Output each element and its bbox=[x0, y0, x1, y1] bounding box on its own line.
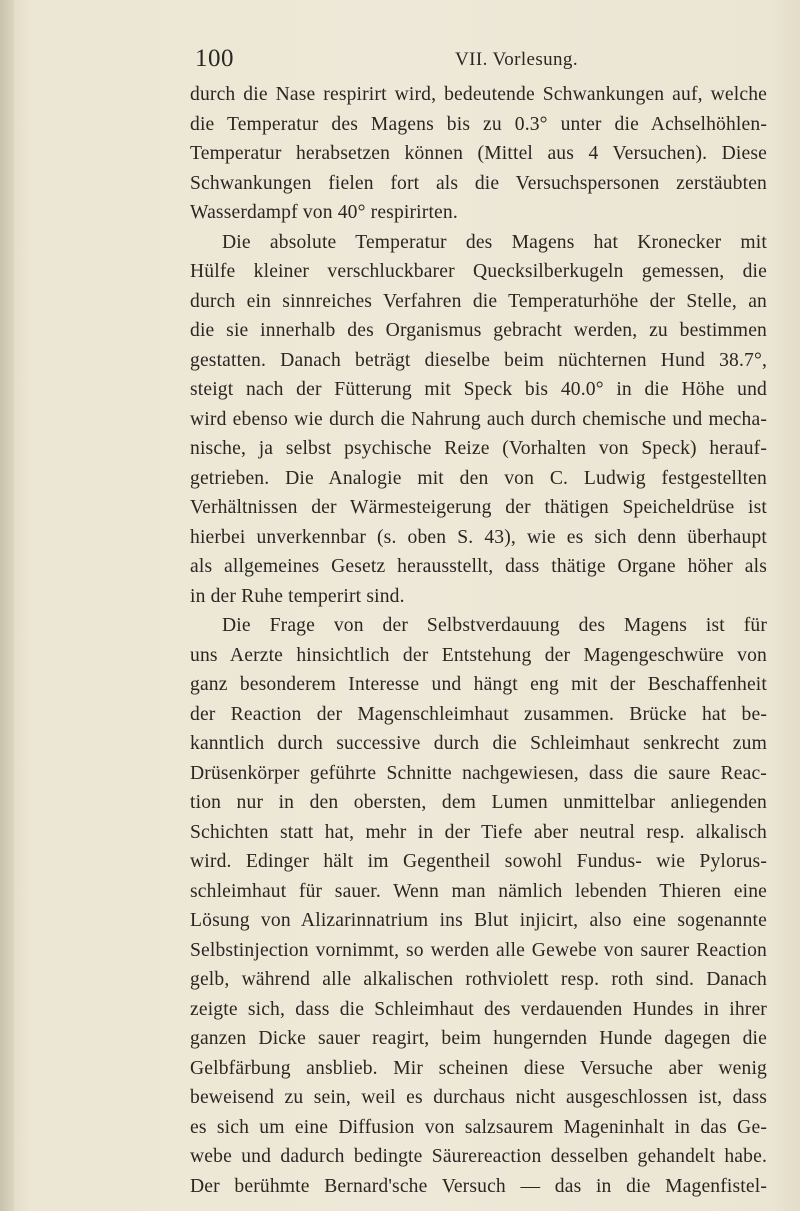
text-line: tion nur in den obersten, dem Lumen unmittelbar anliegenden bbox=[190, 792, 767, 813]
text-line: wird ebenso wie durch die Nahrung auch durch chemische und mecha- bbox=[190, 408, 767, 430]
text-line: kanntlich durch successive durch die Schleimhaut senkrecht zum bbox=[190, 733, 767, 754]
text-line: die sie innerhalb des Organismus gebracht werden, zu bestimmen bbox=[190, 320, 767, 341]
text-line: Lösung von Alizarinnatrium ins Blut injicirt, also eine sogenannte bbox=[190, 910, 767, 931]
text-line: gelb, während alle alkalischen rothviolett resp. roth sind. Danach bbox=[190, 969, 767, 990]
text-line: ganzen Dicke sauer reagirt, beim hungernden Hunde dagegen die bbox=[190, 1028, 767, 1049]
text-line: Wasserdampf von 40° respirirten. bbox=[190, 202, 458, 223]
text-line: die Temperatur des Magens bis zu 0.3° unter die Achselhöhlen- bbox=[190, 113, 767, 135]
text-line: steigt nach der Fütterung mit Speck bis 40.0° in die Höhe und bbox=[190, 379, 767, 400]
text-line: zeigte sich, dass die Schleimhaut des verdauenden Hundes in ihrer bbox=[190, 998, 767, 1020]
text-line: getrieben. Die Analogie mit den von C. Ludwig festgestellten bbox=[190, 467, 767, 489]
text-line: webe und dadurch bedingte Säurereaction desselben gehandelt habe. bbox=[190, 1146, 767, 1167]
text-line: Der berühmte Bernard'sche Versuch — das in die Magenfistel- bbox=[190, 1175, 767, 1197]
text-line: Drüsenkörper geführte Schnitte nachgewiesen, dass die saure Reac- bbox=[190, 762, 767, 784]
text-line: es sich um eine Diffusion von salzsaurem Mageninhalt in das Ge- bbox=[190, 1116, 767, 1138]
text-line: nische, ja selbst psychische Reize (Vorhalten von Speck) herauf- bbox=[190, 438, 767, 459]
text-line: Temperatur herabsetzen können (Mittel aus 4 Versuchen). Diese bbox=[190, 143, 767, 164]
text-line: ganz besonderem Interesse und hängt eng mit der Beschaffenheit bbox=[190, 674, 767, 695]
text-line: Verhältnissen der Wärmesteigerung der thätigen Speicheldrüse ist bbox=[190, 497, 767, 518]
text-line: durch die Nase respirirt wird, bedeutende Schwankungen auf, welche bbox=[190, 84, 767, 105]
text-line: beweisend zu sein, weil es durchaus nicht ausgeschlossen ist, dass bbox=[190, 1087, 767, 1108]
page-header bbox=[195, 44, 765, 74]
page-binding-edge bbox=[0, 0, 14, 1211]
text-line: der Reaction der Magenschleimhaut zusammen. Brücke hat be- bbox=[190, 703, 767, 725]
text-line: Schwankungen fielen fort als die Versuchspersonen zerstäubten bbox=[190, 172, 767, 194]
text-line: schleimhaut für sauer. Wenn man nämlich lebenden Thieren eine bbox=[190, 880, 767, 902]
text-line: als allgemeines Gesetz herausstellt, dass thätige Organe höher als bbox=[190, 556, 767, 577]
text-line: gestatten. Danach beträgt dieselbe beim nüchternen Hund 38.7°, bbox=[190, 349, 767, 371]
text-line: Die Frage von der Selbstverdauung des Magens ist für bbox=[222, 615, 767, 636]
running-head: VII. Vorlesung. bbox=[455, 49, 578, 70]
text-line: durch ein sinnreiches Verfahren die Temperaturhöhe der Stelle, an bbox=[190, 290, 767, 312]
text-line: Die absolute Temperatur des Magens hat Kronecker mit bbox=[222, 231, 767, 253]
text-line: hierbei unverkennbar (s. oben S. 43), wie es sich denn überhaupt bbox=[190, 526, 767, 548]
text-line: uns Aerzte hinsichtlich der Entstehung der Magengeschwüre von bbox=[190, 644, 767, 666]
text-line: wird. Edinger hält im Gegentheil sowohl Fundus- wie Pylorus- bbox=[190, 851, 767, 872]
text-line: in der Ruhe temperirt sind. bbox=[190, 585, 405, 607]
text-line: Hülfe kleiner verschluckbarer Quecksilberkugeln gemessen, die bbox=[190, 261, 767, 282]
body-text bbox=[190, 80, 767, 1201]
text-line: Gelbfärbung ansblieb. Mir scheinen diese Versuche aber wenig bbox=[190, 1057, 767, 1079]
text-line: Schichten statt hat, mehr in der Tiefe aber neutral resp. alkalisch bbox=[190, 821, 767, 843]
page-number: 100 bbox=[195, 45, 234, 72]
text-line: Selbstinjection vornimmt, so werden alle Gewebe von saurer Reaction bbox=[190, 939, 767, 961]
